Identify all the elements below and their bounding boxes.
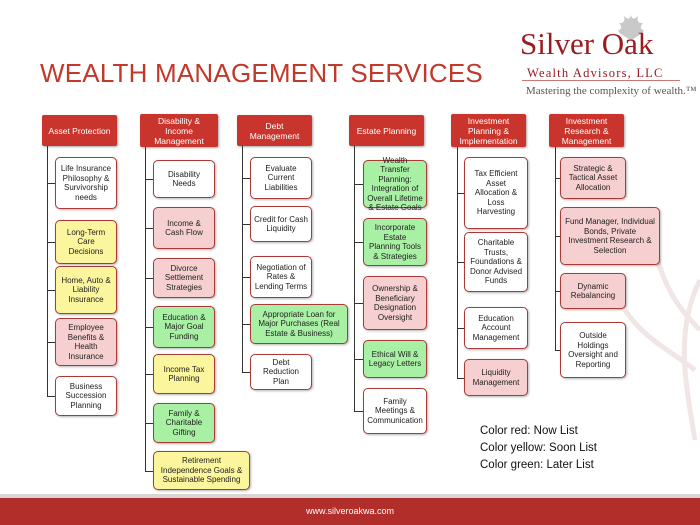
legend-green: Color green: Later List [480, 459, 594, 471]
service-item: Ownership & Beneficiary Designation Oversight [363, 276, 427, 330]
connector-branch [47, 290, 55, 291]
service-item: Long-Term Care Decisions [55, 220, 117, 264]
service-item: Life Insurance Philosophy & Survivorship needs [55, 157, 117, 209]
service-item: Divorce Settlement Strategies [153, 258, 215, 298]
service-item: Income & Cash Flow [153, 207, 215, 249]
logo-tagline: Mastering the complexity of wealth.™ [526, 85, 697, 97]
service-item: Education & Major Goal Funding [153, 306, 215, 348]
connector-branch [457, 378, 464, 379]
connector-branch [145, 423, 153, 424]
service-item: Ethical Will & Legacy Letters [363, 340, 427, 378]
connector-branch [145, 327, 153, 328]
connector-branch [145, 471, 153, 472]
connector-branch [457, 262, 464, 263]
connector-branch [47, 183, 55, 184]
connector-branch [242, 324, 250, 325]
logo-subtitle: Wealth Advisors, LLC [527, 66, 664, 80]
legend-red: Color red: Now List [480, 425, 578, 437]
service-item: Wealth Transfer Planning: Integration of Overall Lifetime & Estate Goals [363, 160, 427, 208]
connector-line [242, 146, 243, 372]
service-item: Evaluate Current Liabilities [250, 157, 312, 199]
connector-line [354, 146, 355, 411]
service-item: Debt Reduction Plan [250, 354, 312, 390]
legend-yellow: Color yellow: Soon List [480, 442, 597, 454]
service-item: Employee Benefits & Health Insurance [55, 318, 117, 366]
service-item: Outside Holdings Oversight and Reporting [560, 322, 626, 378]
connector-branch [354, 411, 363, 412]
service-item: Negotiation of Rates & Lending Terms [250, 256, 312, 298]
service-item: Dynamic Rebalancing [560, 273, 626, 309]
service-item: Education Account Management [464, 307, 528, 349]
service-item: Incorporate Estate Planning Tools & Strategies [363, 218, 427, 266]
column-header: Disability & Income Management [140, 114, 218, 147]
column-header: Investment Research & Management [549, 114, 624, 147]
connector-branch [47, 342, 55, 343]
connector-branch [47, 396, 55, 397]
logo-divider [522, 80, 680, 81]
connector-branch [457, 328, 464, 329]
column-header: Debt Management [237, 115, 312, 146]
service-item: Liquidity Management [464, 359, 528, 396]
column-header: Asset Protection [42, 115, 117, 146]
connector-branch [242, 372, 250, 373]
column-header: Investment Planning & Implementation [451, 114, 526, 147]
service-item: Home, Auto & Liability Insurance [55, 266, 117, 314]
connector-branch [145, 228, 153, 229]
connector-branch [457, 193, 464, 194]
connector-line [145, 147, 146, 471]
service-item: Business Succession Planning [55, 376, 117, 416]
service-item: Appropriate Loan for Major Purchases (Real Estate & Business) [250, 304, 348, 344]
service-item: Credit for Cash Liquidity [250, 206, 312, 242]
column-header: Estate Planning [349, 115, 424, 146]
connector-branch [242, 178, 250, 179]
connector-branch [47, 242, 55, 243]
page-title: WEALTH MANAGEMENT SERVICES [40, 58, 483, 88]
connector-branch [354, 303, 363, 304]
service-item: Strategic & Tactical Asset Allocation [560, 157, 626, 199]
footer-url: www.silveroakwa.com [305, 506, 395, 516]
service-item: Income Tax Planning [153, 354, 215, 394]
logo-name: Silver Oak [520, 26, 654, 61]
connector-branch [145, 179, 153, 180]
connector-branch [354, 184, 363, 185]
connector-branch [145, 278, 153, 279]
connector-branch [145, 374, 153, 375]
background-tree-watermark [585, 100, 700, 440]
service-item: Family & Charitable Gifting [153, 403, 215, 443]
service-item: Retirement Independence Goals & Sustainable Spending [153, 451, 250, 490]
service-item: Family Meetings & Communication [363, 388, 427, 434]
service-item: Tax Efficient Asset Allocation & Loss Harvesting [464, 157, 528, 229]
service-item: Charitable Trusts, Foundations & Donor Advised Funds [464, 232, 528, 292]
connector-branch [242, 224, 250, 225]
service-item: Fund Manager, Individual Bonds, Private Investment Research & Selection [560, 207, 660, 265]
connector-branch [354, 359, 363, 360]
connector-branch [354, 242, 363, 243]
connector-branch [242, 277, 250, 278]
service-item: Disability Needs [153, 160, 215, 198]
